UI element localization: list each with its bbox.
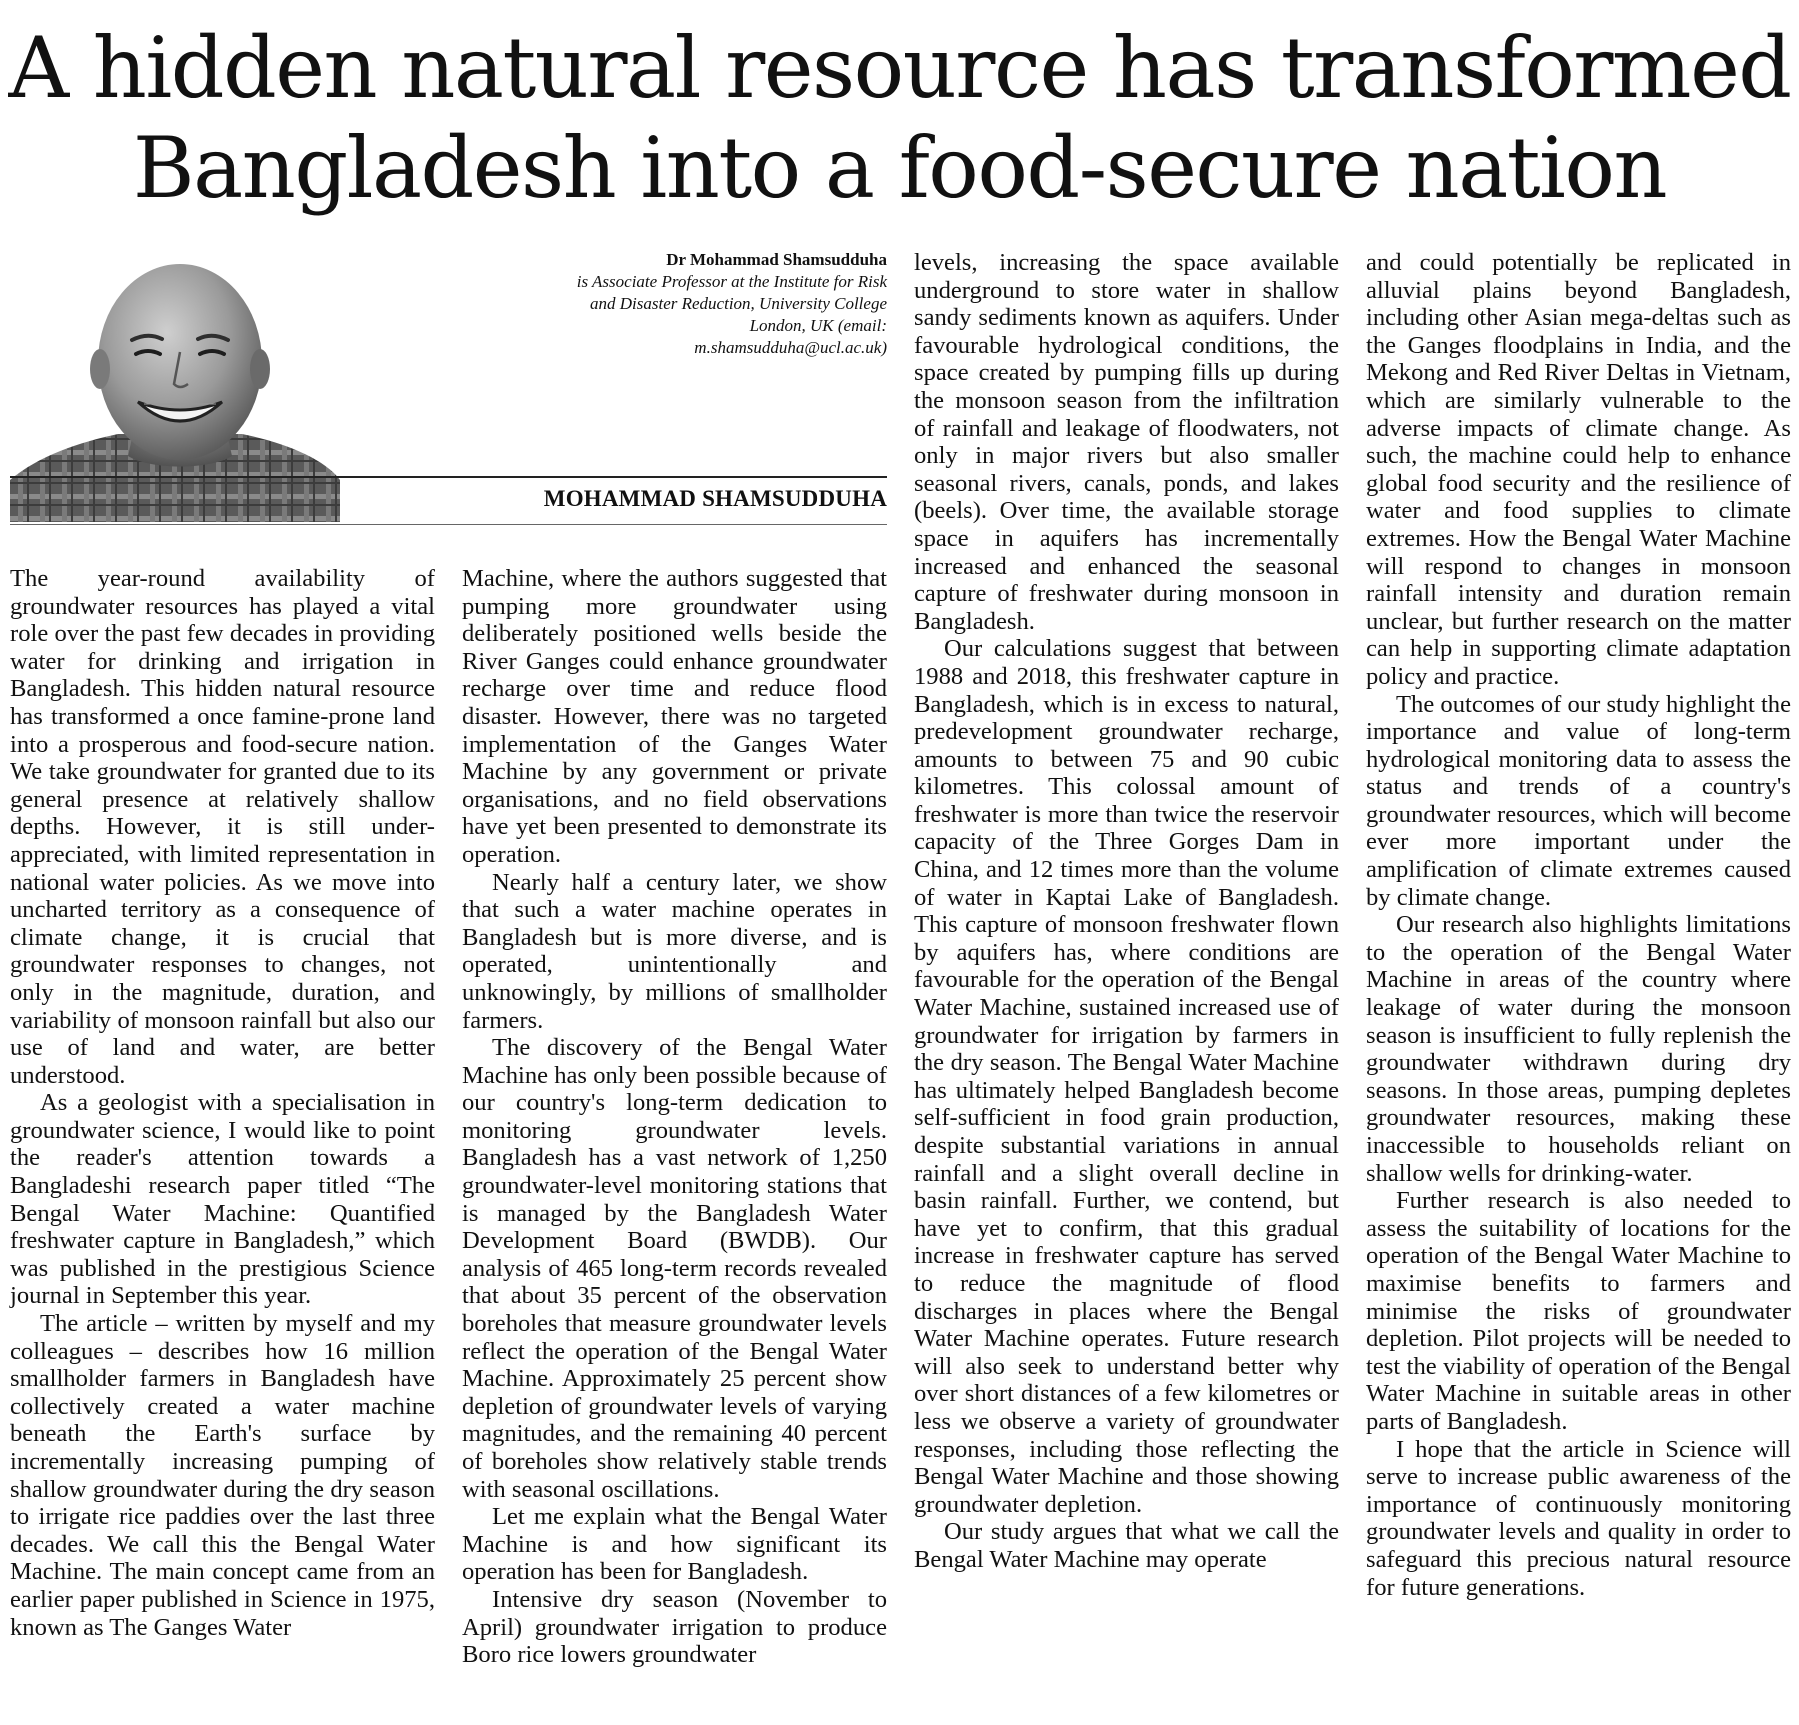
paragraph: Our study argues that what we call the Bengal Water Machine may operate (914, 1518, 1339, 1573)
paragraph: and could potentially be replicated in alluvial plains beyond Bangladesh, including other Asian mega-deltas such as the Ganges floodplains in India, and the Mekong and Red River Deltas in Vietnam, which are similarly vulnerable to the adverse impacts of climate change. As such, the machine could help to enhance global food security and the resilience of water and food supplies to climate extremes. How the Bengal Water Machine will respond to changes in monsoon rainfall intensity and duration remain unclear, but further research on the matter can help in supporting climate adaptation policy and practice. (1366, 249, 1791, 690)
author-bio-description: is Associate Professor at the Institute for Risk and Disaster Reduction, University College London, UK (email: m.shamsudduha@ucl.ac.uk) (576, 272, 887, 357)
headline-line-1: A hidden natural resource has transformed (8, 19, 1791, 117)
paragraph: Machine, where the authors suggested that pumping more groundwater using deliberately positioned wells beside the River Ganges could enhance groundwater recharge over time and reduce flood disaster. However, there was no targeted implementation of the Ganges Water Machine by any government or private organisations, and no field observations have yet been presented to demonstrate its operation. (462, 565, 887, 868)
paragraph: levels, increasing the space available underground to store water in shallow sandy sediments known as aquifers. Under favourable hydrological conditions, the space created by pumping fills up during the monsoon season from the infiltration of rainfall and leakage of floodwaters, not only in major rivers but also smaller seasonal rivers, canals, ponds, and lakes (beels). Over time, the available storage space in aquifers has incrementally increased and enhanced the seasonal capture of freshwater during monsoon in Bangladesh. (914, 249, 1339, 635)
paragraph: The year-round availability of groundwater resources has played a vital role over the past few decades in providing water for drinking and irrigation in Bangladesh. This hidden natural resource has transformed a once famine-prone land into a prosperous and food-secure nation. We take groundwater for granted due to its general presence at relatively shallow depths. However, it is still under-appreciated, with limited representation in national water policies. As we move into uncharted territory as a consequence of climate change, it is crucial that groundwater responses to changes, not only in the magnitude, duration, and variability of monsoon rainfall but also our use of land and water, are better understood. (10, 565, 435, 1089)
author-bio-name: Dr Mohammad Shamsudduha (666, 250, 887, 269)
article-column-1 (10, 565, 435, 1641)
article-column-2 (462, 565, 887, 1669)
byline-rule-top (10, 476, 887, 478)
paragraph: The discovery of the Bengal Water Machine has only been possible because of our country's long-term dedication to monitoring groundwater levels. Bangladesh has a vast network of 1,250 groundwater-level monitoring stations that is managed by the Bangladesh Water Development Board (BWDB). Our analysis of 465 long-term records revealed that about 35 percent of the observation boreholes that measure groundwater levels reflect the operation of the Bengal Water Machine. Approximately 25 percent show depletion of groundwater levels of varying magnitudes, and the remaining 40 percent of boreholes show relatively stable trends with seasonal oscillations. (462, 1034, 887, 1503)
paragraph: Our calculations suggest that between 1988 and 2018, this freshwater capture in Bangladesh, which is in excess to natural, predevelopment groundwater recharge, amounts to between 75 and 90 cubic kilometres. This colossal amount of freshwater is more than twice the reservoir capacity of the Three Gorges Dam in China, and 12 times more than the volume of water in Kaptai Lake of Bangladesh. This capture of monsoon freshwater flown by aquifers has, where conditions are favourable for the operation of the Bengal Water Machine, sustained increased use of groundwater for irrigation by farmers in the dry season. The Bengal Water Machine has ultimately helped Bangladesh become self-sufficient in food grain production, despite substantial variations in annual rainfall and a slight overall decline in basin rainfall. Further, we contend, but have yet to confirm, that this gradual increase in freshwater capture has served to reduce the magnitude of flood discharges in places where the Bengal Water Machine operates. Future research will also seek to understand better why over short distances of a few kilometres or less we observe a variety of groundwater responses, including those reflecting the Bengal Water Machine and those showing groundwater depletion. (914, 635, 1339, 1518)
paragraph: Intensive dry season (November to April) groundwater irrigation to produce Boro rice lowers groundwater (462, 1585, 887, 1669)
article-column-3 (914, 249, 1339, 1574)
paragraph: The article – written by myself and my colleagues – describes how 16 million smallholder farmers in Bangladesh have collectively created a water machine beneath the Earth's surface by incrementally increasing pumping of shallow groundwater during the dry season to irrigate rice paddies over the last three decades. We call this the Bengal Water Machine. The main concept came from an earlier paper published in Science in 1975, known as The Ganges Water (10, 1310, 435, 1641)
paragraph: Further research is also needed to assess the suitability of locations for the operation of the Bengal Water Machine to maximise benefits to farmers and minimise the risks of groundwater depletion. Pilot projects will be needed to test the viability of operation of the Bengal Water Machine in suitable areas in other parts of Bangladesh. (1366, 1187, 1791, 1435)
paragraph: I hope that the article in Science will serve to increase public awareness of the importance of continuously monitoring groundwater levels and quality in order to safeguard this precious natural resource for future generations. (1366, 1435, 1791, 1601)
paragraph: As a geologist with a specialisation in groundwater science, I would like to point the reader's attention towards a Bangladeshi research paper titled “The Bengal Water Machine: Quantified freshwater capture in Bangladesh,” which was published in the prestigious Science journal in September this year. (10, 1089, 435, 1310)
headline (0, 18, 1799, 218)
author-photo (10, 244, 340, 522)
paragraph: The outcomes of our study highlight the importance and value of long-term hydrological monitoring data to assess the status and trends of a country's groundwater resources, which will become ever more important under the amplification of climate extremes caused by climate change. (1366, 690, 1791, 911)
paragraph: Our research also highlights limitations to the operation of the Bengal Water Machine in areas of the country where leakage of water during the monsoon season is insufficient to fully replenish the groundwater withdrawn during dry seasons. In those areas, pumping depletes groundwater resources, making these inaccessible to households reliant on shallow wells for drinking-water. (1366, 911, 1791, 1187)
article-column-4 (1366, 249, 1791, 1601)
headline-line-2: Bangladesh into a food-secure nation (132, 119, 1667, 217)
paragraph: Nearly half a century later, we show that such a water machine operates in Bangladesh but is more diverse, and is operated, unintentionally and unknowingly, by millions of smallholder farmers. (462, 868, 887, 1034)
byline-rule-bottom (10, 524, 887, 525)
paragraph: Let me explain what the Bengal Water Machine is and how significant its operation has been for Bangladesh. (462, 1503, 887, 1586)
author-bio (560, 249, 887, 359)
byline: MOHAMMAD SHAMSUDDUHA (543, 486, 887, 511)
